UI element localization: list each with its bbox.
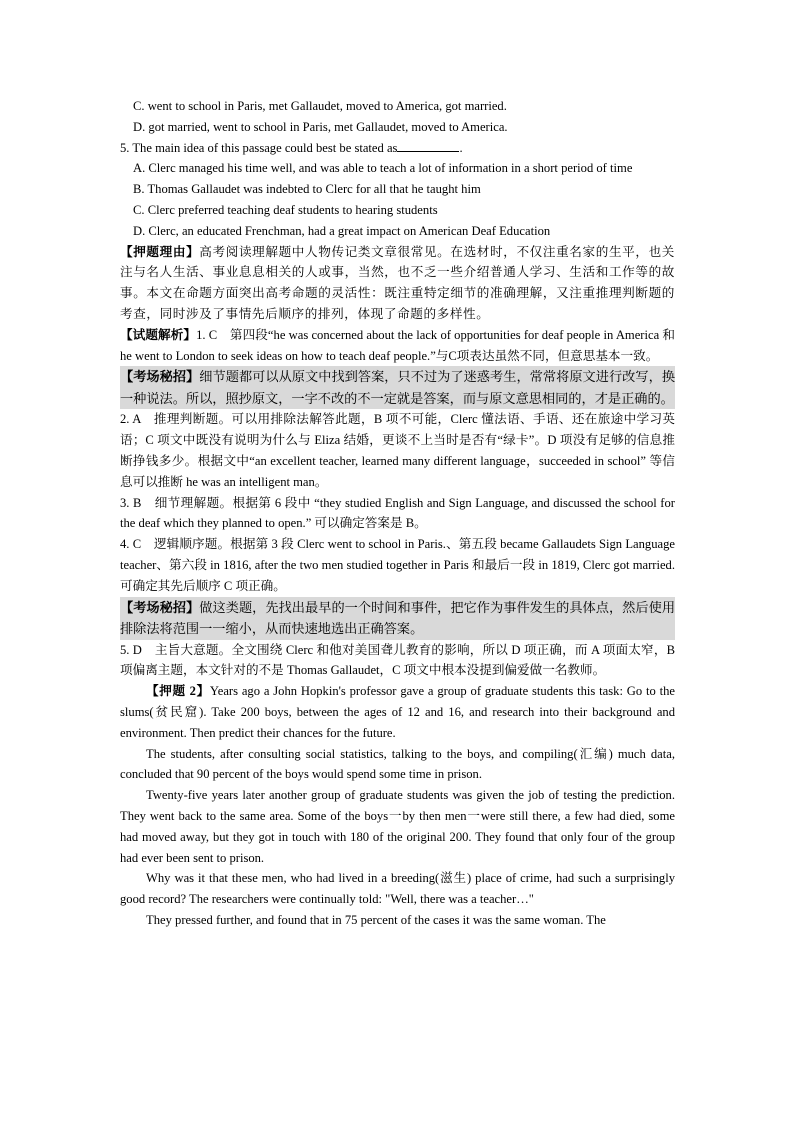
q5-option-b: B. Thomas Gallaudet was indebted to Clerc for all that he taught him	[133, 182, 481, 197]
passage2-label: 【押题 2】	[146, 684, 210, 699]
exam-tip-1	[120, 366, 675, 409]
passage2-paragraph-3: Twenty-five years later another group of graduate students was given the job of testing the prediction. They went back to the same area. Some of the boys一by then men一were still there, a few had died, some had moved away, but they got in touch with 180 of the original 200. They found that only four of the group had ever been sent to prison.	[120, 788, 675, 865]
q5-option-c: C. Clerc preferred teaching deaf students to hearing students	[133, 202, 438, 217]
reason-text: 高考阅读理解题中人物传记类文章很常见。在选材时，不仅注重名家的生平，也关注与名人生活、事业息息相关的人或事，当然，也不乏一些介绍普通人学习、生活和工作等的故事。本文在命题方面突出高考命题的灵活性：既注重特定细节的准确理解，又注重推理判断题的考查，同时涉及了事情先后顺序的排列，体现了命题的多样性。	[120, 243, 675, 321]
answer-blank	[397, 139, 459, 152]
q5-stem-text: 5. The main idea of this passage could best be stated as	[120, 140, 398, 155]
analysis-text: 1. C 第四段“he was concerned about the lack of opportunities for deaf people in America 和 he went to London to seek ideas on how to teach deaf people.”与C项表达虽然不同，但意思基本一致。	[120, 327, 675, 363]
tip2-text: 做这类题，先找出最早的一个时间和事件，把它作为事件发生的具体点，然后使用排除法将范围一一缩小，从而快速地选出正确答案。	[120, 599, 676, 637]
q5-stem-end: .	[459, 140, 463, 155]
answer-analysis-2: 2. A 推理判断题。可以用排除法解答此题，B 项不可能，Clerc 懂法语、手语、还在旅途中学习英语；C 项文中既没有说明为什么与 Eliza 结婚，更谈不上当时是否有“绿卡”。D 项没有足够的信息推断挣钱多少。根据文中“an excellent teacher, learned many different language，succeeded in school” 等信息可以推断 he was an intelligent man。	[120, 412, 675, 489]
q4-option-d: D. got married, went to school in Paris, met Gallaudet, moved to America.	[133, 119, 508, 134]
tip1-text: 细节题都可以从原文中找到答案，只不过为了迷惑考生，常常将原文进行改写，换一种说法。所以，照抄原文，一字不改的不一定就是答案，而与原文意思相同的，才是正确的。	[120, 369, 676, 406]
answer-analysis-4: 4. C 逻辑顺序题。根据第 3 段 Clerc went to school in Paris.、第五段 became Gallaudets Sign Language teacher、第六段 in 1816, after the two men studied together in Paris 和最后一段 in 1819, Clerc got married.可确定其先后顺序 C 项正确。	[120, 537, 675, 593]
exam-tip-box-2	[120, 597, 675, 640]
tip1-label: 【考场秘招】	[120, 369, 200, 385]
reason-label: 【押题理由】	[120, 243, 200, 259]
prediction-reason	[120, 242, 675, 325]
passage2-p1-text: Years ago a John Hopkin's professor gave a group of graduate students this task: Go to the slums(贫民窟). Take 200 boys, between the ages of 12 and 16, and research into their background and environment. Then predict their chances for the future.	[120, 684, 675, 740]
passage2-paragraph-5: They pressed further, and found that in 75 percent of the cases it was the same woman. The	[146, 912, 606, 927]
passage2-paragraph-2: The students, after consulting social statistics, talking to the boys, and compiling(汇编) much data, concluded that 90 percent of the boys would spend some time in prison.	[120, 746, 675, 782]
analysis-label: 【试题解析】	[120, 327, 197, 342]
q4-option-c: C. went to school in Paris, met Gallaudet, moved to America, got married.	[133, 99, 507, 113]
passage2-paragraph-1	[120, 681, 675, 743]
tip2-label: 【考场秘招】	[120, 599, 200, 615]
exam-tip-box-1	[120, 366, 675, 409]
exam-tip-2	[120, 597, 675, 640]
answer-analysis-3: 3. B 细节理解题。根据第 6 段中 “they studied English and Sign Language, and discussed the school for the deaf which they planned to open.” 可以确定答案是 B。	[120, 495, 675, 531]
q5-option-d: D. Clerc, an educated Frenchman, had a great impact on American Deaf Education	[133, 223, 551, 238]
answer-analysis-1	[120, 325, 675, 367]
q5-option-a: A. Clerc managed his time well, and was able to teach a lot of information in a short period of time	[133, 161, 633, 176]
q5-stem	[120, 138, 675, 159]
answer-analysis-5: 5. D 主旨大意题。全文围绕 Clerc 和他对美国聋儿教育的影响，所以 D 项正确，而 A 项面太窄，B 项偏离主题，本文针对的不是 Thomas Gallaudet，C 项文中根本没提到偏爱做一名教师。	[120, 642, 675, 678]
document-page	[120, 96, 675, 931]
passage2-paragraph-4: Why was it that these men, who had lived in a breeding(滋生) place of crime, had such a surprisingly good record? The researchers were continually told: "Well, there was a teacher…"	[120, 871, 675, 907]
